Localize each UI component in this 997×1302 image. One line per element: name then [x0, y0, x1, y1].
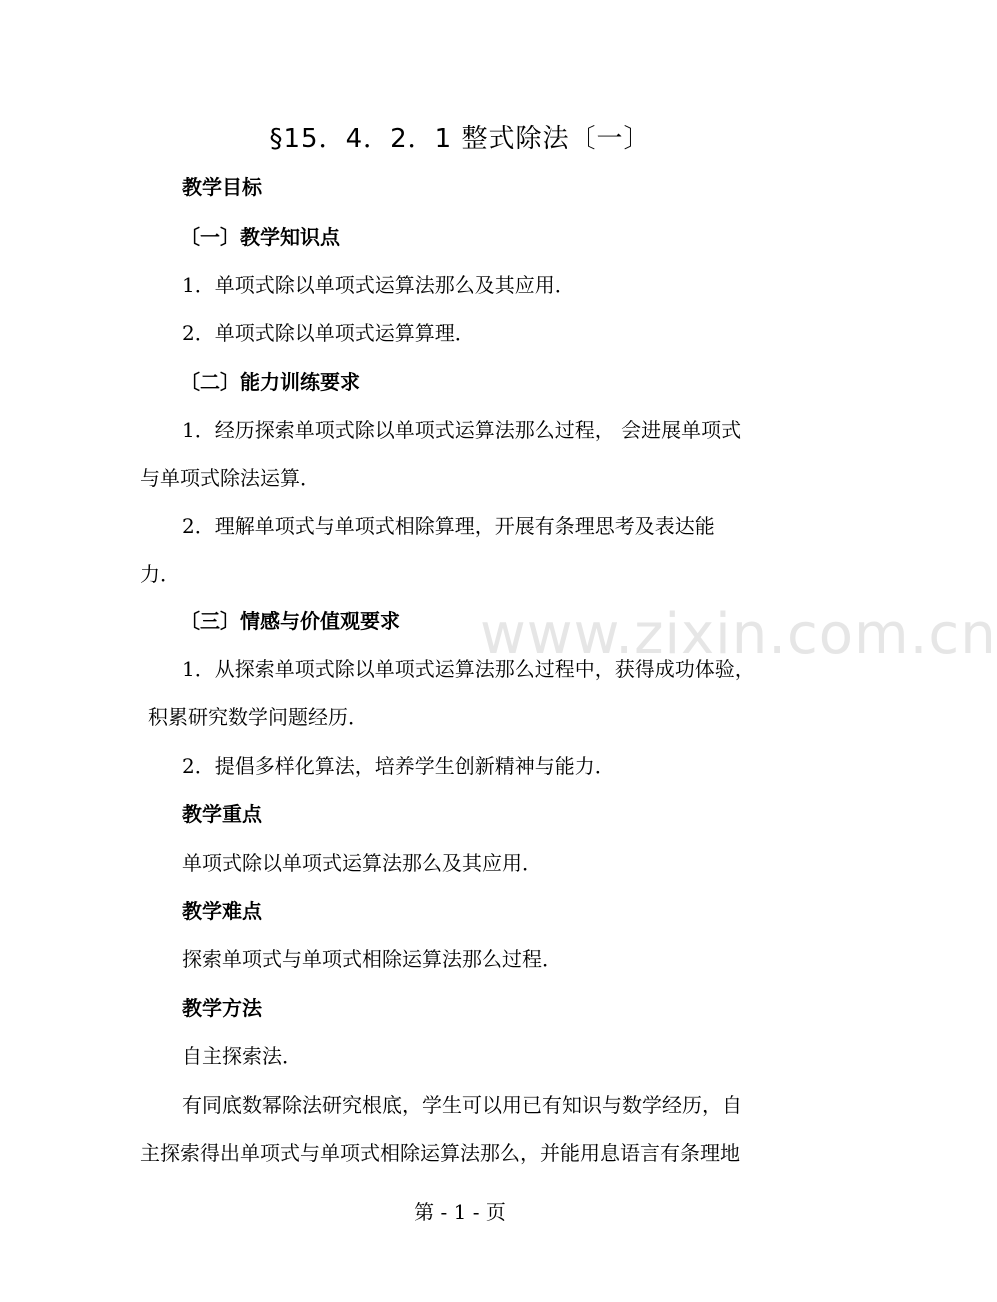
heading-teaching-focus: 教学重点 — [182, 802, 262, 826]
paragraph-line: 力． — [140, 562, 180, 586]
paragraph-line: 1．经历探索单项式除以单项式运算法那么过程， 会进展单项式 — [182, 418, 742, 442]
paragraph-line: 主探索得出单项式与单项式相除运算法那么，并能用息语言有条理地 — [140, 1141, 740, 1165]
heading-teaching-objectives: 教学目标 — [182, 175, 262, 199]
paragraph-line: 有同底数幂除法研究根底，学生可以用已有知识与数学经历，自 — [182, 1093, 742, 1117]
paragraph-line: 1．从探索单项式除以单项式运算法那么过程中，获得成功体验， — [182, 657, 755, 681]
paragraph-line: 单项式除以单项式运算法那么及其应用． — [182, 851, 542, 875]
paragraph-line: 积累研究数学问题经历． — [148, 705, 368, 729]
paragraph-line: 2．理解单项式与单项式相除算理，开展有条理思考及表达能 — [182, 514, 715, 538]
subheading-knowledge-points: 〔一〕教学知识点 — [180, 225, 340, 249]
paragraph-line: 探索单项式与单项式相除运算法那么过程． — [182, 947, 562, 971]
paragraph-line: 与单项式除法运算． — [140, 466, 320, 490]
page-number-footer: 第 - 1 - 页 — [414, 1200, 506, 1224]
paragraph-line: 2．提倡多样化算法，培养学生创新精神与能力． — [182, 754, 615, 778]
watermark: www.zixin.com.cn — [480, 602, 997, 667]
paragraph-line: 自主探索法． — [182, 1044, 302, 1068]
heading-teaching-method: 教学方法 — [182, 996, 262, 1020]
paragraph-line: 2．单项式除以单项式运算算理． — [182, 321, 475, 345]
subheading-ability-requirements: 〔二〕能力训练要求 — [180, 370, 360, 394]
subheading-values-requirements: 〔三〕情感与价值观要求 — [180, 609, 400, 633]
paragraph-line: 1．单项式除以单项式运算法那么及其应用． — [182, 273, 575, 297]
document-title: §15．4．2．1 整式除法〔一〕 — [269, 124, 651, 154]
heading-teaching-difficulty: 教学难点 — [182, 899, 262, 923]
